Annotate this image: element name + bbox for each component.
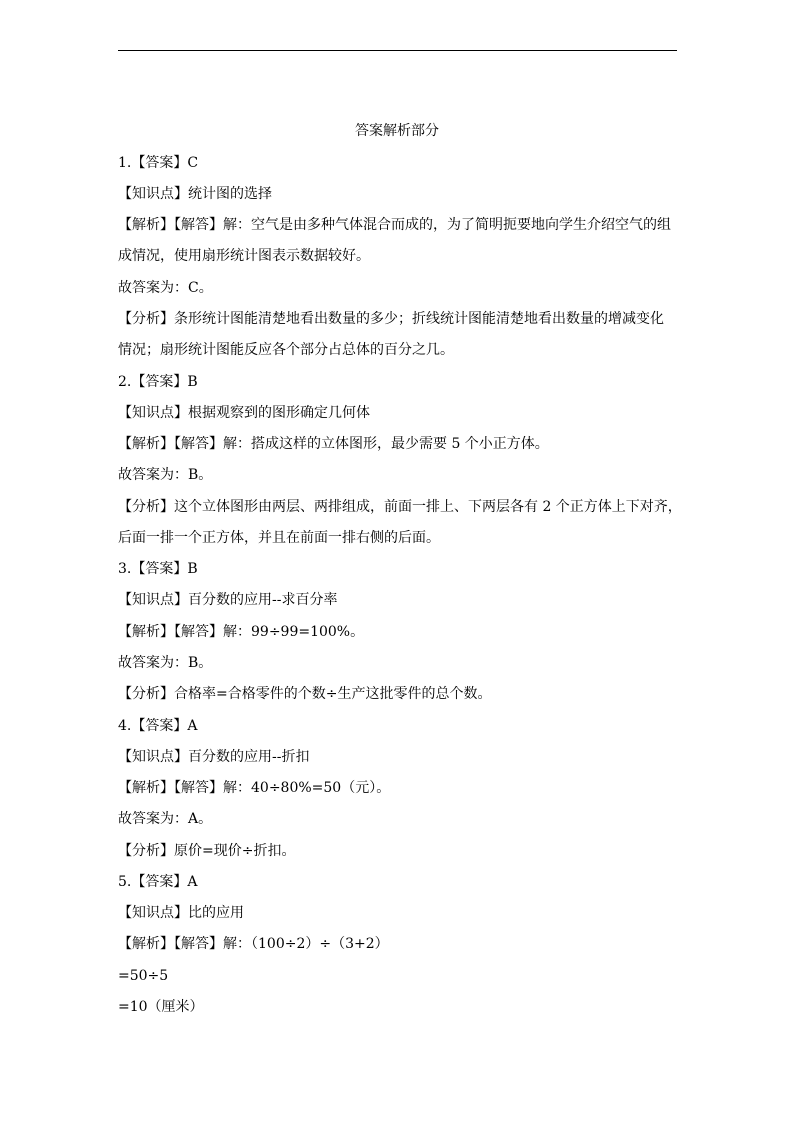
answer-2-heading: 2.【答案】B	[118, 374, 198, 390]
answer-4-knowledge: 【知识点】百分数的应用--折扣	[118, 749, 310, 765]
answer-5-solution-line-1: 【解析】【解答】解：（100÷2）÷（3+2）	[118, 936, 389, 952]
header-rule	[118, 50, 677, 51]
answer-3-solution: 【解析】【解答】解：99÷99=100%。	[118, 624, 365, 640]
answer-2-solution: 【解析】【解答】解：搭成这样的立体图形，最少需要 5 个小正方体。	[118, 436, 549, 452]
answer-1-knowledge: 【知识点】统计图的选择	[118, 186, 272, 202]
answer-2-knowledge: 【知识点】根据观察到的图形确定几何体	[118, 405, 370, 421]
answer-3-conclusion: 故答案为：B。	[118, 655, 213, 671]
answer-4-analysis: 【分析】原价=现价÷折扣。	[118, 843, 296, 859]
answer-2-analysis-line-2: 后面一排一个正方体，并且在前面一排右侧的后面。	[118, 530, 440, 546]
answer-1-conclusion: 故答案为：C。	[118, 280, 213, 296]
answer-5-heading: 5.【答案】A	[118, 874, 198, 890]
answer-1-analysis-line-2: 情况；扇形统计图能反应各个部分占总体的百分之几。	[118, 342, 454, 358]
answer-5-solution-line-3: =10（厘米）	[118, 999, 204, 1015]
answer-4-heading: 4.【答案】A	[118, 718, 198, 734]
answer-4-conclusion: 故答案为：A。	[118, 811, 213, 827]
answer-5-solution-line-2: =50÷5	[118, 968, 169, 984]
answer-1-heading: 1.【答案】C	[118, 155, 199, 171]
page-title: 答案解析部分	[355, 123, 439, 139]
answer-1-analysis-line-1: 【分析】条形统计图能清楚地看出数量的多少；折线统计图能清楚地看出数量的增减变化	[118, 311, 664, 327]
answer-2-conclusion: 故答案为：B。	[118, 467, 213, 483]
answer-2-analysis-line-1: 【分析】这个立体图形由两层、两排组成，前面一排上、下两层各有 2 个正方体上下对齐，	[118, 499, 682, 515]
answer-1-solution-line-1: 【解析】【解答】解：空气是由多种气体混合而成的，为了简明扼要地向学生介绍空气的组	[118, 217, 671, 233]
answer-1-solution-line-2: 成情况，使用扇形统计图表示数据较好。	[118, 248, 370, 264]
answer-5-knowledge: 【知识点】比的应用	[118, 905, 244, 921]
answer-3-heading: 3.【答案】B	[118, 561, 198, 577]
answer-4-solution: 【解析】【解答】解：40÷80%=50（元）。	[118, 780, 391, 796]
answer-3-knowledge: 【知识点】百分数的应用--求百分率	[118, 592, 338, 608]
answer-3-analysis: 【分析】合格率=合格零件的个数÷生产这批零件的总个数。	[118, 686, 492, 702]
